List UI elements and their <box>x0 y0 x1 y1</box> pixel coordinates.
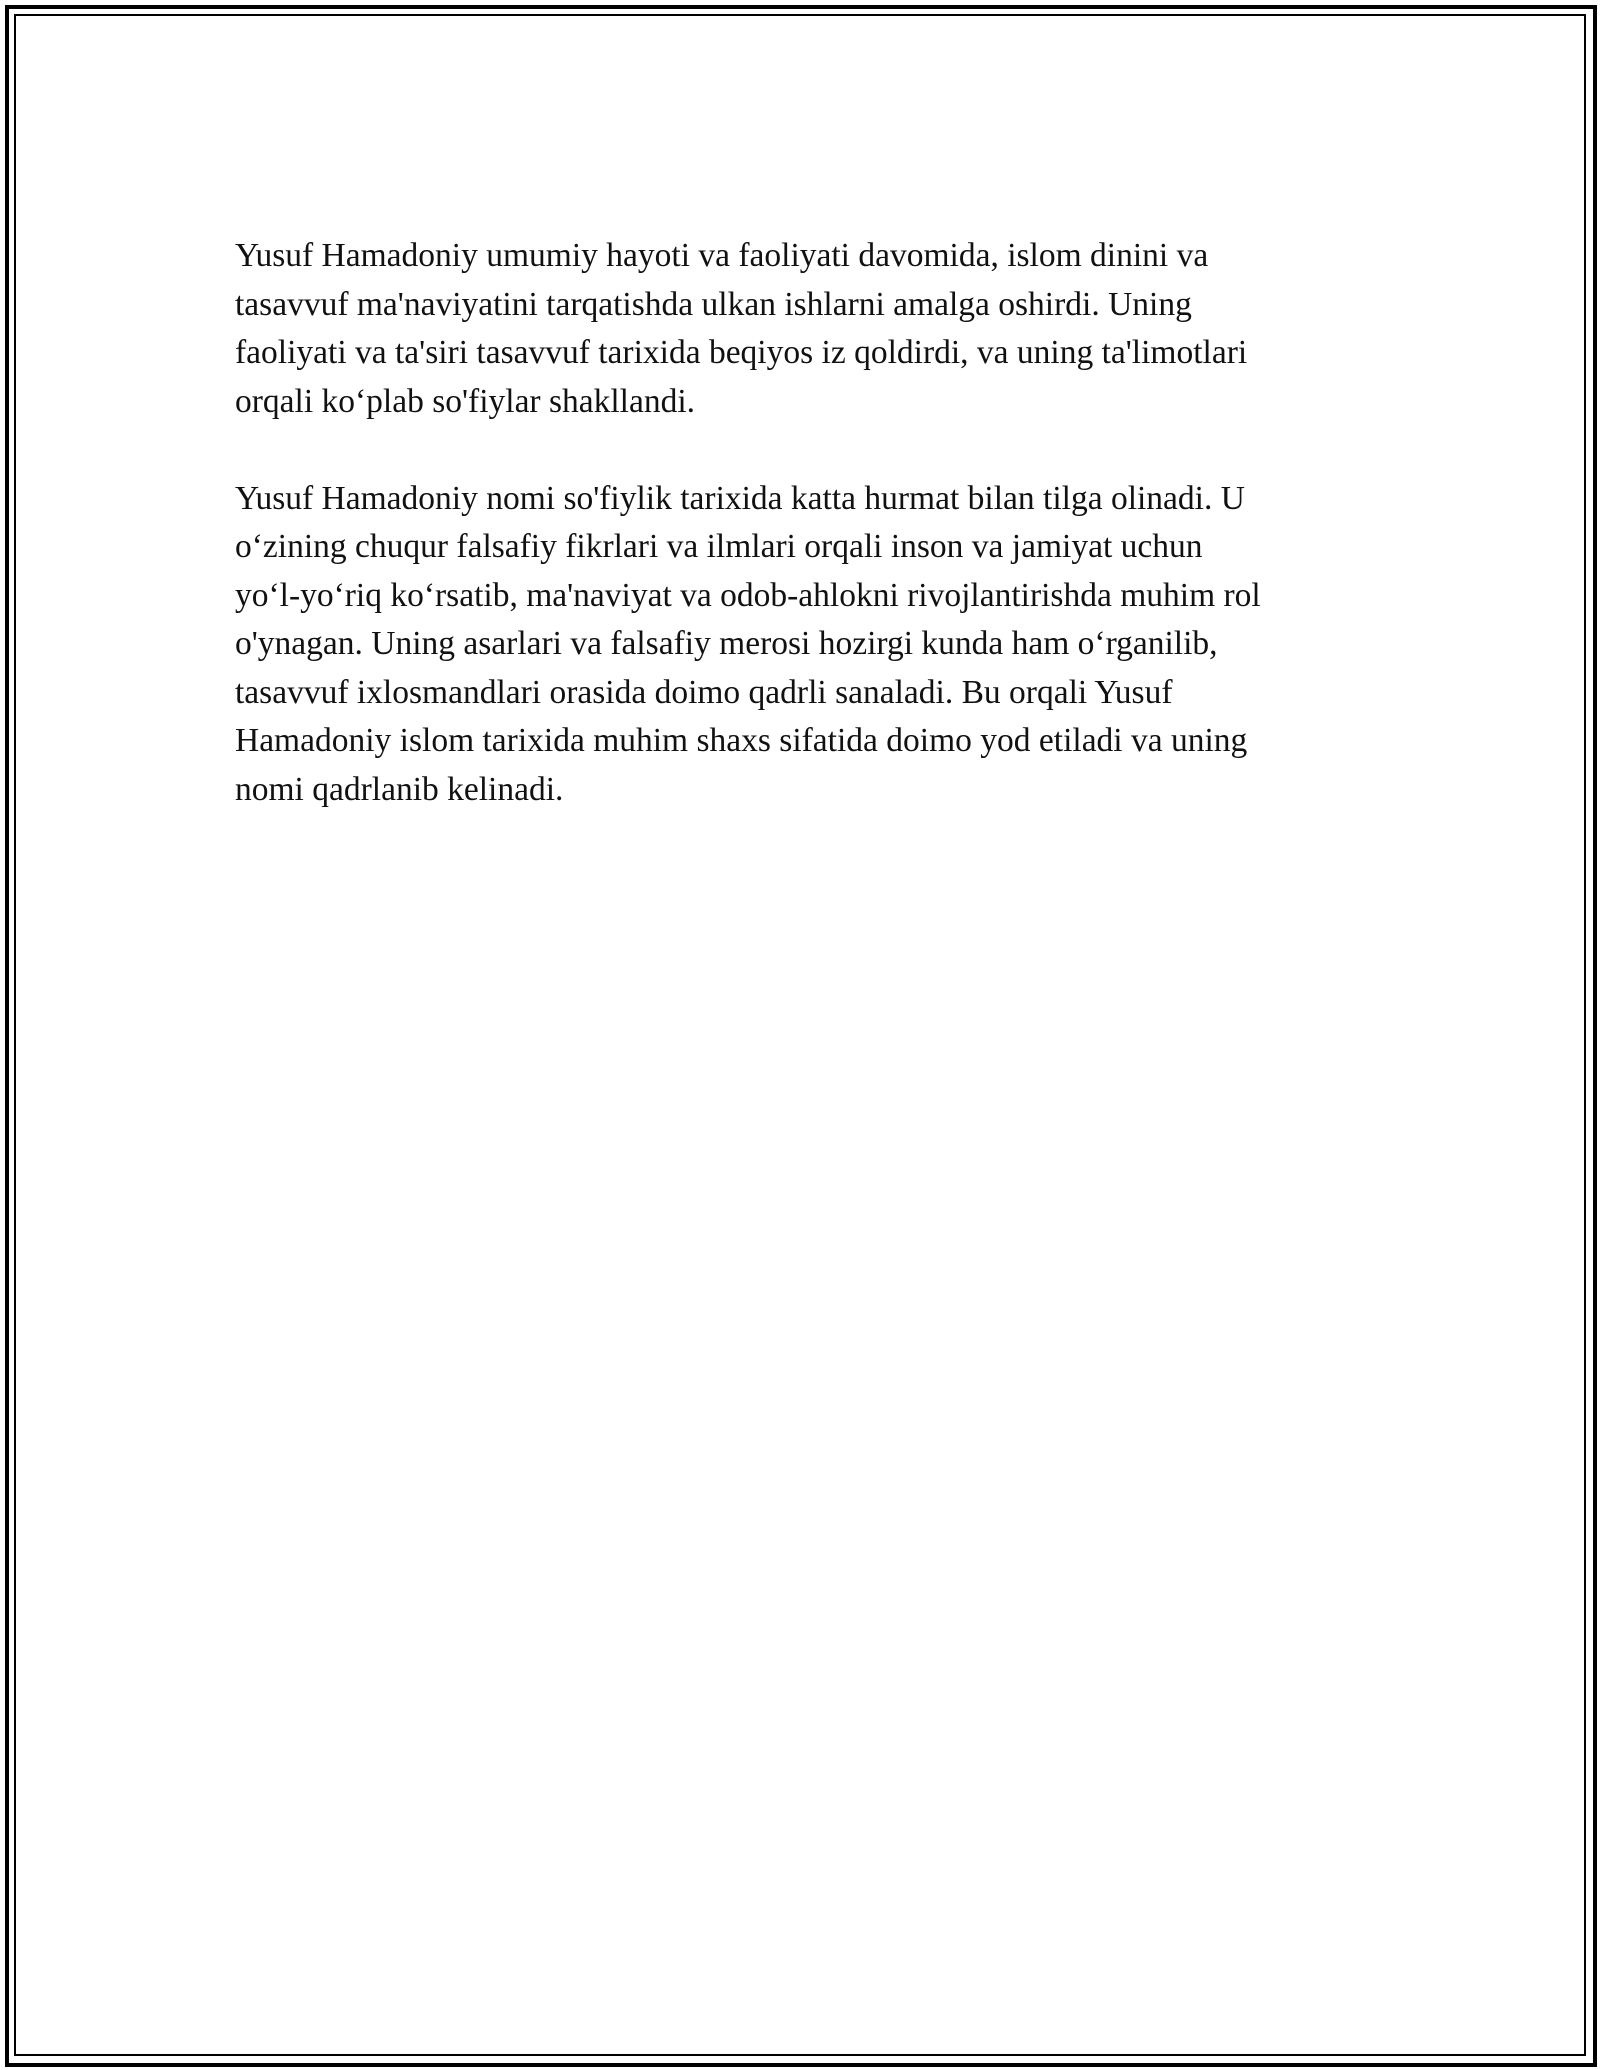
text-line: yo‘l-yo‘riq ko‘rsatib, ma'naviyat va odob-ahlokni rivojlantirishda muhim rol <box>235 576 1261 614</box>
paragraph-2 <box>235 475 1365 815</box>
text-line: o'ynagan. Uning asarlari va falsafiy merosi hozirgi kunda ham o‘rganilib, <box>235 625 1218 662</box>
paragraph-1 <box>235 232 1365 426</box>
text-line: Yusuf Hamadoniy nomi so'fiylik tarixida katta hurmat bilan tilga olinadi. U <box>235 479 1245 517</box>
text-line: o‘zining chuqur falsafiy fikrlari va ilmlari orqali inson va jamiyat uchun <box>235 528 1203 565</box>
text-line: Yusuf Hamadoniy umumiy hayoti va faoliyati davomida, islom dinini va <box>235 237 1209 274</box>
text-line: tasavvuf ixlosmandlari orasida doimo qadrli sanaladi. Bu orqali Yusuf <box>235 673 1173 711</box>
text-line: orqali ko‘plab so'fiylar shakllandi. <box>235 382 696 420</box>
text-line: tasavvuf ma'naviyatini tarqatishda ulkan ishlarni amalga oshirdi. Uning <box>235 285 1192 323</box>
text-line: Hamadoniy islom tarixida muhim shaxs sifatida doimo yod etiladi va uning <box>235 722 1248 759</box>
text-line: nomi qadrlanib kelinadi. <box>235 770 564 808</box>
document-body <box>235 232 1365 863</box>
text-line: faoliyati va ta'siri tasavvuf tarixida beqiyos iz qoldirdi, va uning ta'limotlari <box>235 334 1248 371</box>
